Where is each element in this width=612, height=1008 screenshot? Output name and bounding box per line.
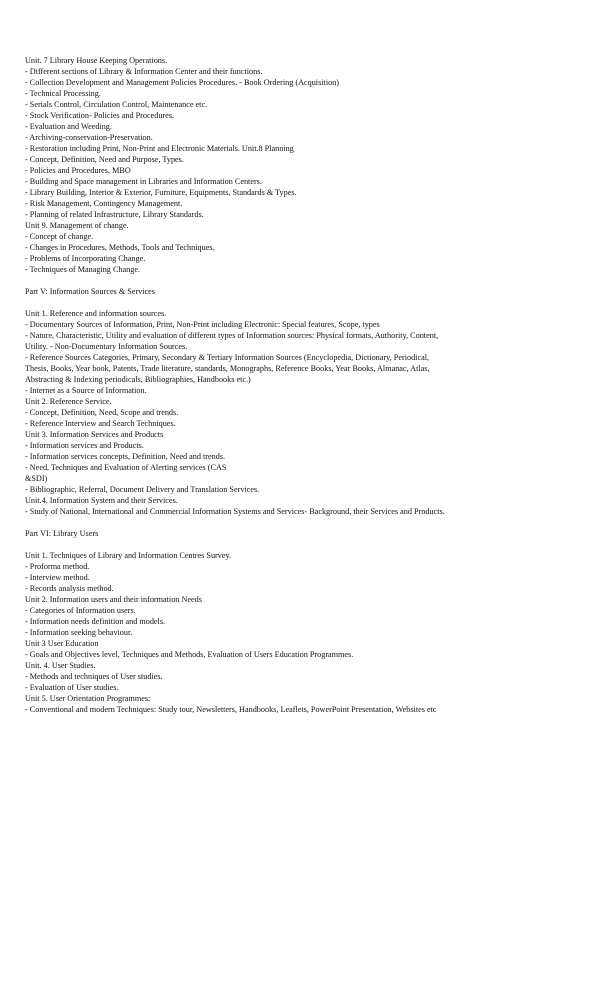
part5-section — [25, 286, 545, 517]
text-line: Unit.4. Information System and their Services. — [25, 496, 178, 505]
text-line: - Technical Processing. — [25, 89, 101, 98]
text-line: - Concept, Definition, Need, Scope and trends. — [25, 408, 179, 417]
text-line: Utility. - Non-Documentary Information Sources. — [25, 342, 188, 351]
text-line: - Information seeking behaviour. — [25, 628, 133, 637]
text-line: - Information services and Products. — [25, 441, 144, 450]
text-line: Abstracting & Indexing periodicals, Bibliographies, Handbooks etc.) — [25, 375, 251, 384]
text-line: - Library Building, Interior & Exterior, Furniture, Equipments, Standards & Types. — [25, 188, 297, 197]
text-line: - Evaluation of User studies. — [25, 683, 119, 692]
spacer — [25, 517, 545, 528]
part6-title: Part VI: Library Users — [25, 529, 99, 538]
text-line: Thesis, Books, Year book, Patents, Trade literature, standards, Monographs, Reference Books, Year Books, Almanac, Atlas, — [25, 364, 430, 373]
text-line: - Techniques of Managing Change. — [25, 265, 141, 274]
text-line: - Reference Interview and Search Techniques. — [25, 419, 176, 428]
text-line: Unit 2. Reference Service. — [25, 397, 112, 406]
text-line: - Planning of related Infrastructure, Library Standards. — [25, 210, 204, 219]
text-line: - Information services concepts, Definition, Need and trends. — [25, 452, 226, 461]
document-page — [25, 55, 545, 715]
spacer — [25, 275, 545, 286]
text-line: - Evaluation and Weeding. — [25, 122, 112, 131]
text-line: - Stock Verification- Policies and Procedures. — [25, 111, 175, 120]
text-line: - Interview method. — [25, 573, 90, 582]
text-line: - Records analysis method. — [25, 584, 114, 593]
part5-title: Part V: Information Sources & Services — [25, 287, 155, 296]
text-line: - Nature, Characteristic, Utility and evaluation of different types of Information sources: Physical formats, Authority, Content, — [25, 331, 439, 340]
text-line: Unit 2. Information users and their information Needs — [25, 595, 202, 604]
text-line: - Study of National, International and Commercial Information Systems and Services- Background, their Services and Products. — [25, 507, 445, 516]
text-line: Unit 5. User Orientation Programmes: — [25, 694, 151, 703]
text-line: - Conventional and modern Techniques: Study tour, Newsletters, Handbooks, Leaflets, PowerPoint Presentation, Websites etc — [25, 705, 437, 714]
text-line: &SDI) — [25, 474, 48, 483]
text-line: - Goals and Objectives level, Techniques and Methods, Evaluation of Users Education Programmes. — [25, 650, 354, 659]
text-line: - Proforma method. — [25, 562, 90, 571]
part6-section — [25, 528, 545, 715]
text-line: - Documentary Sources of Information, Print, Non-Print including Electronic: Special features, Scope, types — [25, 320, 380, 329]
text-line: Unit 9. Management of change. — [25, 221, 129, 230]
text-line: - Concept, Definition, Need and Purpose, Types. — [25, 155, 184, 164]
text-line: - Need, Techniques and Evaluation of Alerting services (CAS — [25, 463, 227, 472]
text-line: Unit. 4. User Studies. — [25, 661, 96, 670]
text-line: - Concept of change. — [25, 232, 94, 241]
text-line: - Restoration including Print, Non-Print and Electronic Materials. Unit.8 Planning — [25, 144, 294, 153]
text-line: - Reference Sources Categories, Primary, Secondary & Tertiary Information Sources (Encyclopedia, Dictionary, Periodical, — [25, 353, 430, 362]
text-line: - Collection Development and Management Policies Procedures. - Book Ordering (Acquisition) — [25, 78, 340, 87]
spacer — [25, 539, 545, 550]
text-line: - Categories of Information users. — [25, 606, 136, 615]
text-line: Unit. 7 Library House Keeping Operations. — [25, 56, 168, 65]
text-line: - Changes in Procedures, Methods, Tools and Techniques. — [25, 243, 215, 252]
text-line: - Risk Management, Contingency Management. — [25, 199, 183, 208]
text-line: - Information needs definition and models. — [25, 617, 166, 626]
text-line: - Problems of Incorporating Change. — [25, 254, 146, 263]
text-line: - Serials Control, Circulation Control, Maintenance etc. — [25, 100, 208, 109]
text-line: - Bibliographic, Referral, Document Delivery and Translation Services. — [25, 485, 260, 494]
text-line: - Methods and techniques of User studies. — [25, 672, 163, 681]
unit7-section — [25, 55, 545, 275]
text-line: - Policies and Procedures, MBO — [25, 166, 131, 175]
text-line: Unit 1. Reference and information sources. — [25, 309, 167, 318]
text-line: Unit 1. Techniques of Library and Information Centres Survey. — [25, 551, 232, 560]
text-line: - Different sections of Library & Information Center and their functions. — [25, 67, 263, 76]
text-line: Unit 3 User Education — [25, 639, 99, 648]
text-line: - Internet as a Source of Information. — [25, 386, 147, 395]
spacer — [25, 297, 545, 308]
text-line: - Building and Space management in Libraries and Information Centers. — [25, 177, 262, 186]
text-line: - Archiving-conservation-Preservation. — [25, 133, 153, 142]
text-line: Unit 3. Information Services and Products — [25, 430, 164, 439]
